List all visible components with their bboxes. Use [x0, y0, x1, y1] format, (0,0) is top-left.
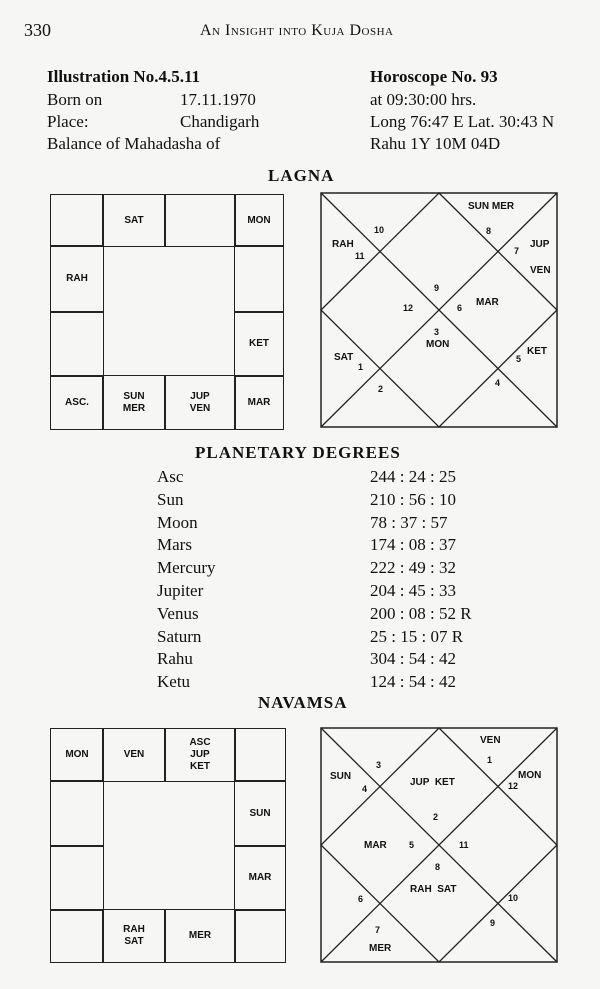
- navamsa-n-num-2: 2: [433, 812, 439, 822]
- navamsa-n-num-1: 1: [487, 755, 493, 765]
- degree-planet-value: 200 : 08 : 52 R: [370, 604, 472, 623]
- lagna-cell-top-2: SAT: [102, 194, 166, 247]
- rahu-balance: Rahu 1Y 10M 04D: [370, 134, 501, 153]
- lagna-cell-bottom-3: JUP VEN: [164, 375, 236, 430]
- degree-planet-value: 124 : 54 : 42: [370, 672, 456, 691]
- navamsa-cell-right-lower: MAR: [234, 845, 286, 911]
- degree-planet-name: Venus: [157, 604, 199, 623]
- birth-time: at 09:30:00 hrs.: [370, 90, 477, 109]
- degree-planet-name: Moon: [157, 513, 198, 532]
- degree-planet-value: 25 : 15 : 07 R: [370, 627, 464, 646]
- navamsa-n-num-4: 4: [362, 784, 368, 794]
- lagna-n-ket: KET: [527, 346, 547, 357]
- lagna-cell-right-lower: KET: [234, 311, 284, 377]
- navamsa-n-num-7: 7: [375, 925, 381, 935]
- born-label: Born on: [47, 90, 103, 109]
- horoscope-number: Horoscope No. 93: [370, 67, 498, 86]
- navamsa-cell-top-4: [234, 728, 286, 782]
- navamsa-n-ven: VEN: [480, 735, 501, 746]
- lagna-cell-bottom-1: ASC.: [50, 375, 104, 430]
- navamsa-n-sun: SUN: [330, 771, 352, 782]
- navamsa-cell-left-upper: [50, 780, 104, 847]
- lagna-cell-top-1: [50, 194, 104, 247]
- lagna-n-num-7: 7: [514, 246, 520, 256]
- lagna-n-rah: RAH: [332, 239, 354, 250]
- navamsa-n-mer: MER: [369, 943, 392, 954]
- navamsa-n-num-9: 9: [490, 918, 496, 928]
- lagna-n-mar: MAR: [476, 297, 499, 308]
- degree-planet-name: Mars: [157, 535, 192, 554]
- navamsa-n-num-10: 10: [508, 893, 519, 903]
- degree-planet-name: Jupiter: [157, 581, 204, 600]
- degree-planet-value: 78 : 37 : 57: [370, 513, 448, 532]
- navamsa-n-num-5: 5: [409, 840, 415, 850]
- lagna-cell-top-4: MON: [234, 194, 284, 247]
- lagna-n-num-5: 5: [516, 354, 522, 364]
- navamsa-cell-right-upper: SUN: [234, 780, 286, 847]
- degree-planet-value: 210 : 56 : 10: [370, 490, 456, 509]
- degree-planet-value: 222 : 49 : 32: [370, 558, 456, 577]
- lagna-title: LAGNA: [268, 166, 335, 185]
- lagna-n-num-1: 1: [358, 362, 364, 372]
- lagna-n-mon: MON: [426, 339, 450, 350]
- place-label: Place:: [47, 112, 89, 131]
- degrees-title: PLANETARY DEGREES: [195, 443, 401, 462]
- navamsa-cell-top-1: MON: [50, 728, 104, 782]
- navamsa-cell-top-3: ASC JUP KET: [164, 728, 236, 782]
- lagna-n-ven: VEN: [530, 265, 551, 276]
- page-number: 330: [24, 20, 51, 40]
- lagna-cell-right-upper: [234, 245, 284, 313]
- running-title: An Insight into Kuja Dosha: [200, 22, 394, 39]
- navamsa-cell-left-lower: [50, 845, 104, 911]
- navamsa-n-mar: MAR: [364, 840, 387, 851]
- balance-label: Balance of Mahadasha of: [47, 134, 221, 153]
- navamsa-n-num-6: 6: [358, 894, 364, 904]
- navamsa-n-jupket: JUP KET: [410, 777, 455, 788]
- navamsa-n-num-12: 12: [508, 781, 519, 791]
- degree-planet-value: 304 : 54 : 42: [370, 649, 456, 668]
- lagna-n-num-2: 2: [378, 384, 384, 394]
- navamsa-cell-bottom-4: [234, 909, 286, 963]
- lagna-n-num-10: 10: [374, 225, 385, 235]
- born-value: 17.11.1970: [180, 90, 256, 109]
- navamsa-n-num-8: 8: [435, 862, 441, 872]
- navamsa-n-mon: MON: [518, 770, 542, 781]
- lagna-n-sat: SAT: [334, 352, 354, 363]
- lagna-n-num-12: 12: [403, 303, 414, 313]
- navamsa-cell-top-2: VEN: [102, 728, 166, 782]
- lagna-cell-bottom-2: SUN MER: [102, 375, 166, 430]
- navamsa-title: NAVAMSA: [258, 693, 348, 712]
- lagna-cell-left-upper: RAH: [50, 245, 104, 313]
- lagna-n-num-6: 6: [457, 303, 463, 313]
- place-value: Chandigarh: [180, 112, 260, 131]
- longitude-latitude: Long 76:47 E Lat. 30:43 N: [370, 112, 555, 131]
- navamsa-north-chart: [320, 727, 558, 963]
- degree-planet-value: 244 : 24 : 25: [370, 467, 456, 486]
- degree-planet-name: Mercury: [157, 558, 216, 577]
- degree-planet-name: Sun: [157, 490, 184, 509]
- degree-planet-name: Ketu: [157, 672, 191, 691]
- lagna-cell-left-lower: [50, 311, 104, 377]
- lagna-n-jup: JUP: [530, 239, 550, 250]
- lagna-north-chart: [320, 192, 558, 428]
- degree-planet-name: Saturn: [157, 627, 202, 646]
- navamsa-cell-bottom-3: MER: [164, 909, 236, 963]
- lagna-cell-bottom-4: MAR: [234, 375, 284, 430]
- degree-planet-name: Asc: [157, 467, 184, 486]
- navamsa-cell-bottom-2: RAH SAT: [102, 909, 166, 963]
- navamsa-n-rahsat: RAH SAT: [410, 884, 457, 895]
- navamsa-cell-bottom-1: [50, 909, 104, 963]
- navamsa-n-num-3: 3: [376, 760, 382, 770]
- lagna-n-num-4: 4: [495, 378, 501, 388]
- lagna-n-num-8: 8: [486, 226, 492, 236]
- degree-planet-value: 204 : 45 : 33: [370, 581, 456, 600]
- lagna-cell-top-3: [164, 194, 236, 247]
- illustration-label: Illustration No.4.5.11: [47, 67, 201, 86]
- navamsa-n-num-11: 11: [459, 840, 469, 850]
- lagna-n-sunmer: SUN MER: [468, 201, 515, 212]
- degree-planet-name: Rahu: [157, 649, 193, 668]
- lagna-n-num-9: 9: [434, 283, 440, 293]
- degree-planet-value: 174 : 08 : 37: [370, 535, 456, 554]
- lagna-n-num-3: 3: [434, 327, 440, 337]
- lagna-n-num-11: 11: [355, 251, 365, 261]
